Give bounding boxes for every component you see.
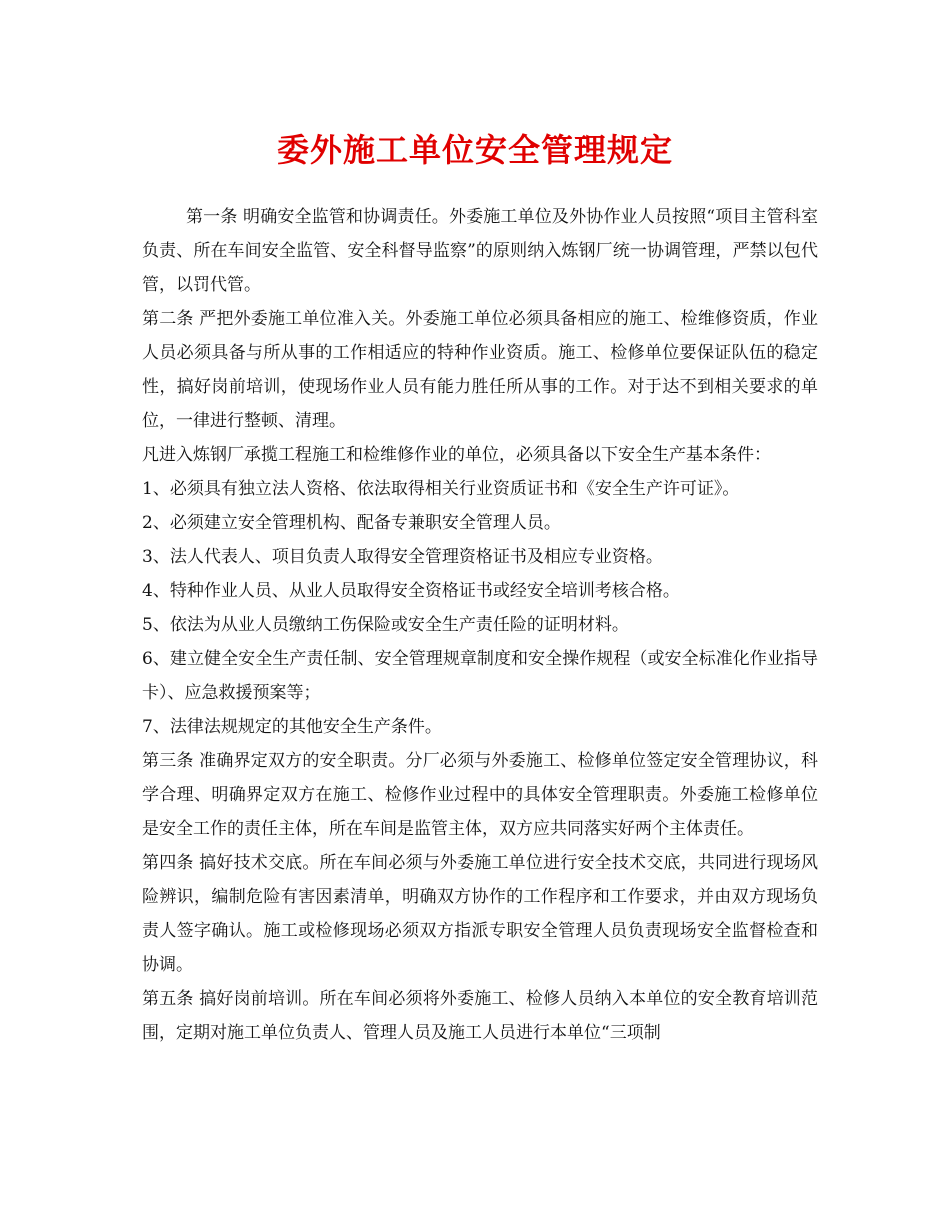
paragraph-article-5: 第五条 搞好岗前培训。所在车间必须将外委施工、检修人员纳入本单位的安全教育培训范围，定期对施工单位负责人、管理人员及施工人员进行本单位“三项制 <box>142 989 818 1043</box>
paragraph-article-2: 第二条 严把外委施工单位准入关。外委施工单位必须具备相应的施工、检维修资质，作业人员必须具备与所从事的工作相适应的特种作业资质。施工、检修单位要保证队伍的稳定性，搞好岗前培训，使现场作业人员有能力胜任所从事的工作。对于达不到相关要求的单位，一律进行整顿、清理。 <box>142 309 818 431</box>
condition-item-2: 2、必须建立安全管理机构、配备专兼职安全管理人员。 <box>142 513 561 533</box>
condition-item-7: 7、法律法规规定的其他安全生产条件。 <box>142 717 442 737</box>
condition-item-1: 1、必须具有独立法人资格、依法取得相关行业资质证书和《安全生产许可证》。 <box>142 479 740 499</box>
condition-item-4: 4、特种作业人员、从业人员取得安全资格证书或经安全培训考核合格。 <box>142 581 680 601</box>
condition-item-5: 5、依法为从业人员缴纳工伤保险或安全生产责任险的证明材料。 <box>142 615 629 635</box>
document-body <box>142 200 818 1050</box>
paragraph-conditions-intro: 凡进入炼钢厂承揽工程施工和检维修作业的单位，必须具备以下安全生产基本条件： <box>142 445 771 465</box>
document-title: 委外施工单位安全管理规定 <box>276 131 673 169</box>
paragraph-article-3: 第三条 准确界定双方的安全职责。分厂必须与外委施工、检修单位签定安全管理协议，科学合理、明确界定双方在施工、检修作业过程中的具体安全管理职责。外委施工检修单位是安全工作的责任主体，所在车间是监管主体，双方应共同落实好两个主体责任。 <box>142 751 818 839</box>
paragraph-article-1: 第一条 明确安全监管和协调责任。外委施工单位及外协作业人员按照“项目主管科室负责、所在车间安全监管、安全科督导监察”的原则纳入炼钢厂统一协调管理，严禁以包代管，以罚代管。 <box>142 207 818 295</box>
paragraph-article-4: 第四条 搞好技术交底。所在车间必须与外委施工单位进行安全技术交底，共同进行现场风险辨识，编制危险有害因素清单，明确双方协作的工作程序和工作要求，并由双方现场负责人签字确认。施工或检修现场必须双方指派专职安全管理人员负责现场安全监督检查和协调。 <box>142 853 818 975</box>
condition-item-3: 3、法人代表人、项目负责人取得安全管理资格证书及相应专业资格。 <box>142 547 663 567</box>
condition-item-6: 6、建立健全安全生产责任制、安全管理规章制度和安全操作规程（或安全标准化作业指导卡）、应急救援预案等； <box>142 649 818 703</box>
